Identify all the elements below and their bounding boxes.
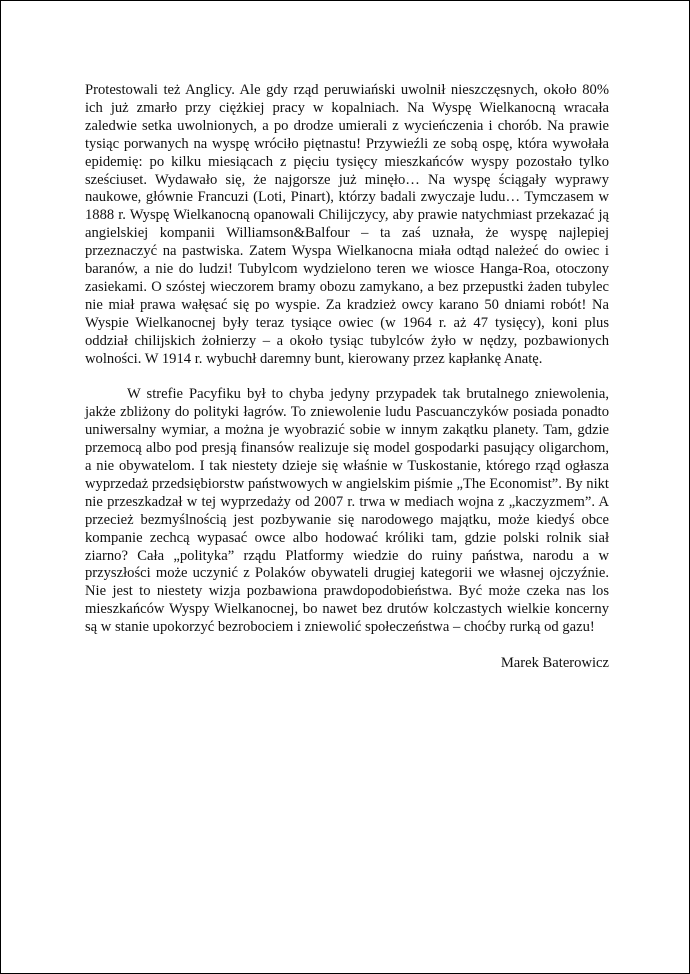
paragraph-1: Protestowali też Anglicy. Ale gdy rząd peruwiański uwolnił nieszczęsnych, około 80% ich już zmarło przy ciężkiej pracy w kopalniach. Na Wyspę Wielkanocną wracała zaledwie setka uwolnionych, a po drodze umierali z wycieńczenia i chorób. Na prawie tysiąc porwanych na wyspę wróciło piętnastu! Przywieźli ze sobą ospę, która wywołała epidemię: po kilku miesiącach z pięciu tysięcy mieszkańców wyspy pozostało tylko sześciuset. Wydawało się, że najgorsze już minęło… Na wyspę ściągały wyprawy naukowe, głównie Francuzi (Loti, Pinart), którzy badali zwyczaje ludu… Tymczasem w 1888 r. Wyspę Wielkanocną opanowali Chilijczycy, aby prawie natychmiast przekazać ją angielskiej kompanii Williamson&Balfour – ta zaś uznała, że wyspę najlepiej przeznaczyć na pastwiska. Zatem Wyspa Wielkanocna miała odtąd należeć do owiec i baranów, a nie do ludzi! Tubylcom wydzielono teren we wiosce Hanga-Roa, otoczony zasiekami. O szóstej wieczorem bramy obozu zamykano, a bez przepustki żaden tubylec nie miał prawa wałęsać się po wyspie. Za kradzież owcy karano 50 dniami robót! Na Wyspie Wielkanocnej były teraz tysiące owiec (w 1964 r. aż 47 tysięcy), koni plus oddział chilijskich żołnierzy – a około tysiąc tubylców żyło w nędzy, pozbawionych wolności. W 1914 r. wybuchł daremny bunt, kierowany przez kapłankę Anatę. (85, 82, 609, 367)
paragraph-2: W strefie Pacyfiku był to chyba jedyny przypadek tak brutalnego zniewolenia, jakże zbliżony do polityki łagrów. To zniewolenie ludu Pascuanczyków posiada ponadto uniwersalny wymiar, a można je wyobrazić sobie w innym zakątku planety. Tam, gdzie przemocą albo pod presją finansów realizuje się model gospodarki pasujący oligarchom, a nie obywatelom. I tak niestety dzieje się właśnie w Tuskostanie, którego rząd ogłasza wyprzedaż przedsiębiorstw państwowych w angielskim piśmie „The Economist”. By nikt nie przeszkadzał w tej wyprzedaży od 2007 r. trwa w mediach wojna z „kaczyzmem”. A przecież bezmyślnością jest pozbywanie się narodowego majątku, może kiedyś obce kompanie zechcą wypasać owce albo hodować króliki tam, gdzie polski rolnik siał ziarno? Cała „polityka” rządu Platformy wiedzie do ruiny państwa, narodu a w przyszłości może uczynić z Polaków obywateli drugiej kategorii we własnej ojczyźnie. Nie jest to niestety wizja pozbawiona prawdopodobieństwa. Być może czeka nas los mieszkańców Wyspy Wielkanocnej, bo nawet bez drutów kolczastych wielkie koncerny są w stanie upokorzyć bezrobociem i zniewolić społeczeństwa – choćby rurką od gazu! (85, 386, 609, 636)
article-body (85, 82, 609, 673)
author-signature: Marek Baterowicz (500, 655, 609, 672)
